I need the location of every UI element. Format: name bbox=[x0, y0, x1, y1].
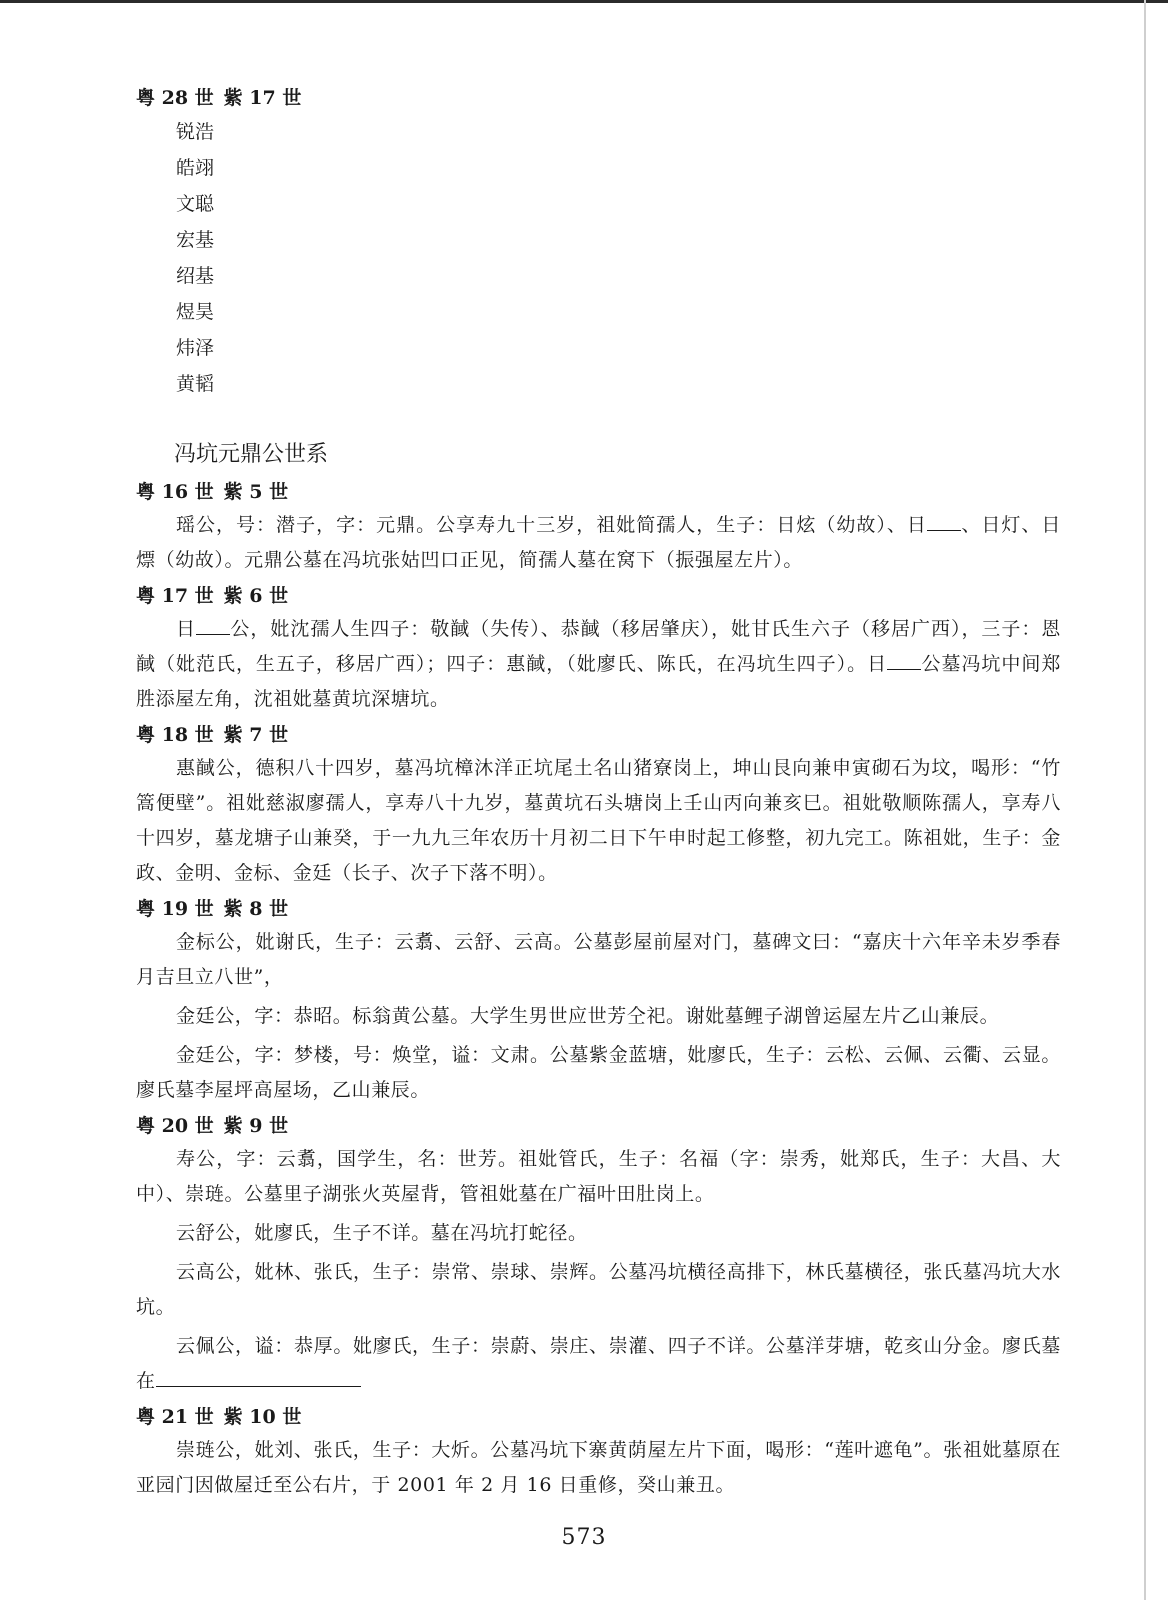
section-title: 冯坑元鼎公世系 bbox=[174, 442, 329, 467]
generation-heading bbox=[136, 582, 1061, 610]
zi-generation: 紫 6 世 bbox=[223, 585, 289, 607]
biography-paragraph: 日 公，妣沈孺人生四子：敬馘（失传）、恭馘（移居肇庆），妣甘氏生六子（移居广西），三子：恩馘（妣范氏，生五子，移居广西）；四子：惠馘，（妣廖氏、陈氏，在冯坑生四子）。日 公墓冯坑中间郑胜添屋左角，沈祖妣墓黄坑深塘坑。 bbox=[136, 618, 1062, 710]
generation-heading bbox=[136, 478, 1061, 506]
blank-underline bbox=[156, 1370, 361, 1387]
biography-paragraph: 金廷公，字：梦楼，号：焕堂，谥：文肃。公墓紫金蓝塘，妣廖氏，生子：云松、云佩、云衢、云显。廖氏墓李屋坪高屋场，乙山兼辰。 bbox=[136, 1044, 1061, 1101]
zi-generation: 紫 7 世 bbox=[223, 724, 289, 746]
name-item: 煜昊 bbox=[176, 301, 215, 323]
biography-paragraph: 金廷公，字：恭昭。标翁黄公墓。大学生男世应世芳仝祀。谢妣墓鲤子湖曾运屋左片乙山兼辰。 bbox=[176, 1005, 1000, 1027]
yue-generation: 粤 20 世 bbox=[136, 1115, 214, 1137]
generation-heading bbox=[136, 84, 1061, 112]
yue-generation: 粤 18 世 bbox=[136, 724, 214, 746]
scan-edge-top bbox=[0, 0, 1168, 3]
yue-generation: 粤 17 世 bbox=[136, 585, 214, 607]
generation-heading bbox=[136, 1403, 1061, 1431]
yue-generation: 粤 28 世 bbox=[136, 87, 214, 109]
biography-paragraph: 惠馘公，德积八十四岁，墓冯坑樟沐洋正坑尾土名山猪寮岗上，坤山艮向兼申寅砌石为坟，喝形：“竹篙便壁”。祖妣慈淑廖孺人，享寿八十九岁，墓黄坑石头塘岗上壬山丙向兼亥巳。祖妣敬顺陈孺人，享寿八十四岁，墓龙塘子山兼癸，于一九九三年农历十月初二日下午申时起工修整，初九完工。陈祖妣，生子：金政、金明、金标、金廷（长子、次子下落不明）。 bbox=[136, 757, 1061, 884]
biography-paragraph: 瑶公，号：潜子，字：元鼎。公享寿九十三岁，祖妣简孺人，生子：日炫（幼故）、日 、日灯、日熛（幼故）。元鼎公墓在冯坑张姑凹口正见，简孺人墓在窝下（振强屋左片）。 bbox=[136, 514, 1061, 571]
zi-generation: 紫 5 世 bbox=[223, 481, 289, 503]
blank-underline bbox=[887, 653, 921, 670]
biography-paragraph: 云舒公，妣廖氏，生子不详。墓在冯坑打蛇径。 bbox=[176, 1222, 588, 1244]
generation-heading bbox=[136, 721, 1061, 749]
biography-paragraph: 云佩公，谥：恭厚。妣廖氏，生子：崇蔚、崇庄、崇灌、四子不详。公墓洋芽塘，乾亥山分金。廖氏墓在 bbox=[136, 1335, 1061, 1392]
biography-paragraph: 云高公，妣林、张氏，生子：崇常、崇球、崇辉。公墓冯坑横径高排下，林氏墓横径，张氏墓冯坑大水坑。 bbox=[136, 1261, 1061, 1318]
biography-paragraph: 崇琏公，妣刘、张氏，生子：大炘。公墓冯坑下寨黄荫屋左片下面，喝形：“莲叶遮龟”。张祖妣墓原在亚园门因做屋迁至公右片，于 2001 年 2 月 16 日重修，癸山兼丑。 bbox=[136, 1439, 1061, 1496]
zi-generation: 紫 17 世 bbox=[223, 87, 302, 109]
blank-underline bbox=[927, 514, 961, 531]
page-number: 573 bbox=[561, 1525, 607, 1550]
biography-paragraph: 寿公，字：云翥，国学生，名：世芳。祖妣管氏，生子：名福（字：崇秀，妣郑氏，生子：大昌、大中）、崇琏。公墓里子湖张火英屋背，管祖妣墓在广福叶田肚岗上。 bbox=[136, 1148, 1061, 1205]
name-item: 文聪 bbox=[176, 193, 215, 215]
name-item: 黄韬 bbox=[176, 373, 215, 395]
biography-paragraph: 金标公，妣谢氏，生子：云翥、云舒、云高。公墓彭屋前屋对门，墓碑文曰：“嘉庆十六年辛未岁季春月吉旦立八世”， bbox=[136, 931, 1061, 988]
name-list bbox=[176, 114, 1061, 402]
zi-generation: 紫 8 世 bbox=[223, 898, 289, 920]
zi-generation: 紫 10 世 bbox=[223, 1406, 302, 1428]
page-content bbox=[136, 84, 1061, 1507]
generation-heading bbox=[136, 895, 1061, 923]
yue-generation: 粤 21 世 bbox=[136, 1406, 214, 1428]
generation-heading bbox=[136, 1112, 1061, 1140]
zi-generation: 紫 9 世 bbox=[223, 1115, 289, 1137]
blank-underline bbox=[196, 618, 230, 635]
name-item: 皓翊 bbox=[176, 157, 215, 179]
name-item: 宏基 bbox=[176, 229, 215, 251]
name-item: 绍基 bbox=[176, 265, 215, 287]
name-item: 炜泽 bbox=[176, 337, 215, 359]
yue-generation: 粤 16 世 bbox=[136, 481, 214, 503]
scan-edge-right bbox=[1144, 0, 1146, 1600]
name-item: 锐浩 bbox=[176, 121, 215, 143]
yue-generation: 粤 19 世 bbox=[136, 898, 214, 920]
